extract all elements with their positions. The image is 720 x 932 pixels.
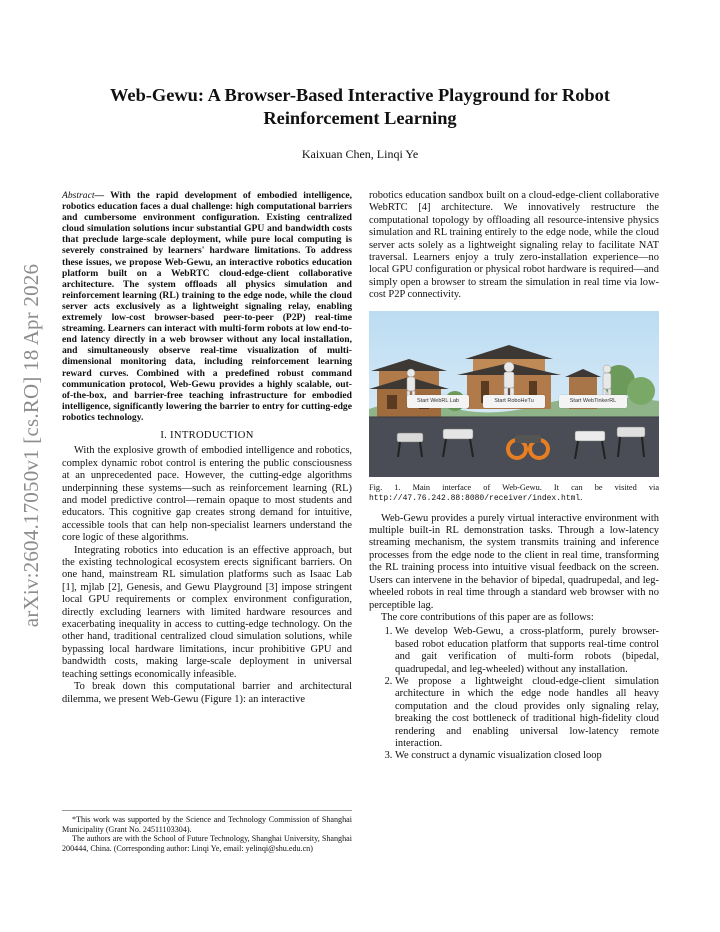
start-webtinkerrl-button[interactable]: Start WebTinkerRL [559,395,627,408]
right-paragraph-1: Web-Gewu provides a purely virtual interactive environment with multiple built-in RL demonstration tasks. Through a low-latency streaming mechanism, the system transmits training and inference processes from the edge node to the client in real time, transforming the RL training process into intuitive visual feedback on the screen. Users can intervene in the behavior of bipedal, quadrupedal, and leg-wheeled robots in real time through a standard web browser with no perceptible lag. [369,512,659,611]
contributions-list [369,626,659,762]
intro-continuation: robotics education sandbox built on a cloud-edge-client collaborative WebRTC [4] architecture. We innovatively restructure the computational topology by offloading all resource-intensive physics simulation and RL training entirely to the edge node, while the cloud server acts solely as a lightweight signaling relay to facilitate NAT traversal. Learners enjoy a truly zero-installation experience—no local GPU configuration or physical robot hardware is required—and simply open a browser to stream the simulation in real time via low-cost P2P connectivity. [369,190,659,301]
figure-scene [369,311,659,477]
caption-prefix: Fig. 1. Main interface of Web-Gewu. It can be visited via [369,482,659,492]
arxiv-identifier [14,210,50,680]
start-webrl-lab-button[interactable]: Start WebRL Lab [407,395,469,408]
figure-caption [369,483,659,505]
contribution-item-2: 2. We propose a lightweight cloud-edge-client simulation architecture in which the edge node handles all heavy computation and the cloud provides only signaling relay, breaking the cost bottleneck of traditional high-fidelity cloud rendering and enabling universal low-latency remote interaction. [395,676,659,750]
footnote [62,810,352,853]
contributions-intro: The core contributions of this paper are as follows: [381,611,594,623]
arxiv-identifier-text: arXiv:2604.17050v1 [cs.RO] 18 Apr 2026 [19,263,44,627]
section-heading-introduction: I. INTRODUCTION [160,429,254,441]
right-column [369,190,659,763]
paper-title: Web-Gewu: A Browser-Based Interactive Playground for Robot Reinforcement Learning [110,85,610,128]
start-robohetu-button[interactable]: Start RoboHeTu [483,395,545,408]
caption-url: http://47.76.242.88:8080/receiver/index.html [369,494,581,504]
caption-suffix: . [580,493,583,503]
paper-authors: Kaixuan Chen, Linqi Ye [301,147,419,161]
abstract-label: Abstract [62,190,95,201]
figure-main-interface [369,311,659,477]
intro-paragraph-1: With the explosive growth of embodied intelligence and robotics, complex dynamic robot control is entering the public consciousness at an unprecedented pace. However, the cutting-edge algorithms underpinning these systems—such as reinforcement learning (RL) and model predictive control—remain opaque to most students and educators. This cognitive gap creates strong demand for intuitive, accessible tools that can help non-specialist learners understand the core logic of these algorithms. [62,445,352,544]
contribution-item-1: 1. We develop Web-Gewu, a cross-platform, purely browser-based robot education platform that supports real-time control and gait verification of multi-form robots (bipedal, quadrupedal, and leg-wheeled) without any installation. [395,626,659,676]
left-column [62,190,352,706]
intro-paragraph-3: To break down this computational barrier and architectural dilemma, we present Web-Gewu (Figure 1): an interactive [62,681,352,705]
ground [369,417,659,477]
footnote-affiliation: The authors are with the School of Future Technology, Shanghai University, Shanghai 200444, China. (Corresponding author: Linqi Ye, email: yelinqi@shu.edu.cn) [62,834,352,853]
abstract [62,190,352,423]
intro-paragraph-2: Integrating robotics into education is an effective approach, but the existing technological ecosystem erects significant barriers. On one hand, mainstream RL simulation platforms such as Isaac Lab [1], mjlab [2], Genesis, and Gewu Playground [3] impose stringent local GPU requirements or complex environment configuration, directly excluding learners with limited hardware resources and exacerbating inequality in access to cutting-edge technology. On the other hand, traditional centralized cloud simulation solutions, while bypassing local hardware limitations, incur prohibitive GPU and bandwidth costs, making large-scale deployment in universal teaching settings economically infeasible. [62,544,352,680]
footnote-funding: *This work was supported by the Science and Technology Commission of Shanghai Municipality (Grant No. 24511103304). [62,815,352,834]
contribution-item-3: 3. We construct a dynamic visualization closed loop [395,750,659,762]
abstract-text: — With the rapid development of embodied intelligence, robotics education faces a dual challenge: high computational barriers and cumbersome environment configuration. Existing centralized cloud simulation solutions incur substantial GPU and bandwidth costs that preclude large-scale deployment, while pure local computing is severely constrained by learners' hardware limitations. To address these issues, we propose Web-Gewu, an interactive robotics education platform built on a WebRTC cloud-edge-client collaborative architecture. The system offloads all physics simulation and reinforcement learning (RL) training to the edge node, while the cloud server acts exclusively as a lightweight signaling relay, enabling extremely low-cost browser-based peer-to-peer (P2P) real-time streaming. Learners can interact with multi-form robots at low end-to-end latency directly in a web browser without any local installation, and simultaneously observe real-time visualization of multi-dimensional monitoring data, including reinforcement learning reward curves. Combined with a predefined robust command communication protocol, Web-Gewu provides a highly scalable, out-of-the-box, and barrier-free teaching infrastructure for embodied intelligence, significantly lowering the barrier to entry for cutting-edge robotics technology. [62,190,352,423]
tree [627,377,655,405]
